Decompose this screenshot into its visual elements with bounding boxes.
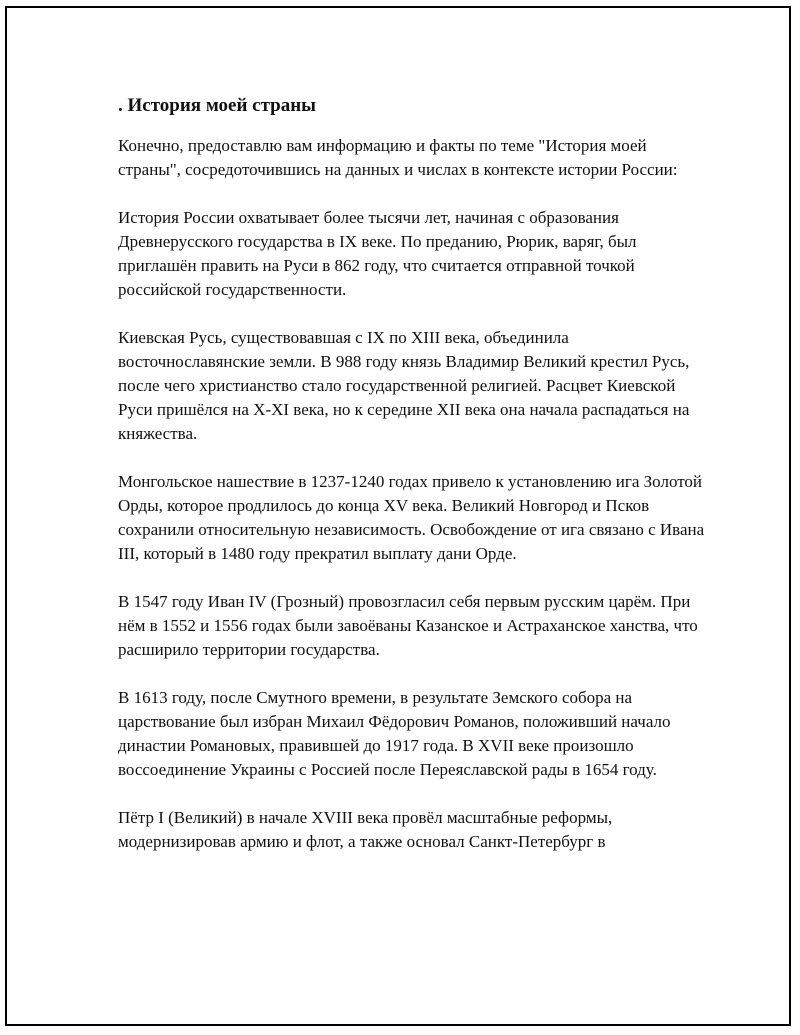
paragraph-peter-i: Пётр I (Великий) в начале XVIII века провёл масштабные реформы, модернизировав армию и флот, а также основал Санкт-Петербург в	[118, 808, 613, 851]
document-title: . История моей страны	[118, 95, 317, 116]
paragraph-mongol-invasion: Монгольское нашествие в 1237-1240 годах привело к установлению ига Золотой Орды, которое продлилось до конца XV века. Великий Новгород и Псков сохранили относительную независимость. Освобождение от ига связано с Ивана III, который в 1480 году прекратил выплату дани Орде.	[118, 472, 705, 563]
paragraph-ivan-iv: В 1547 году Иван IV (Грозный) провозгласил себя первым русским царём. При нём в 1552 и 1556 годах были завоёваны Казанское и Астраханское ханства, что расширило территории государства.	[118, 592, 698, 659]
paragraph-intro: Конечно, предоставлю вам информацию и факты по теме "История моей страны", сосредоточившись на данных и числах в контексте истории России:	[118, 136, 678, 179]
document-body	[118, 92, 708, 878]
paragraph-ancient-rus: История России охватывает более тысячи лет, начиная с образования Древнерусского государства в IX веке. По преданию, Рюрик, варяг, был приглашён править на Руси в 862 году, что считается отправной точкой российской государственности.	[118, 208, 637, 299]
paragraph-kievan-rus: Киевская Русь, существовавшая с IX по XIII века, объединила восточнославянские земли. В 988 году князь Владимир Великий крестил Русь, после чего христианство стало государственной религией. Расцвет Киевской Руси пришёлся на X-XI века, но к середине XII века она начала распадаться на княжества.	[118, 328, 690, 443]
paragraph-romanovs: В 1613 году, после Смутного времени, в результате Земского собора на царствование был избран Михаил Фёдорович Романов, положивший начало династии Романовых, правившей до 1917 года. В XVII веке произошло воссоединение Украины с Россией после Переяславской рады в 1654 году.	[118, 688, 671, 779]
